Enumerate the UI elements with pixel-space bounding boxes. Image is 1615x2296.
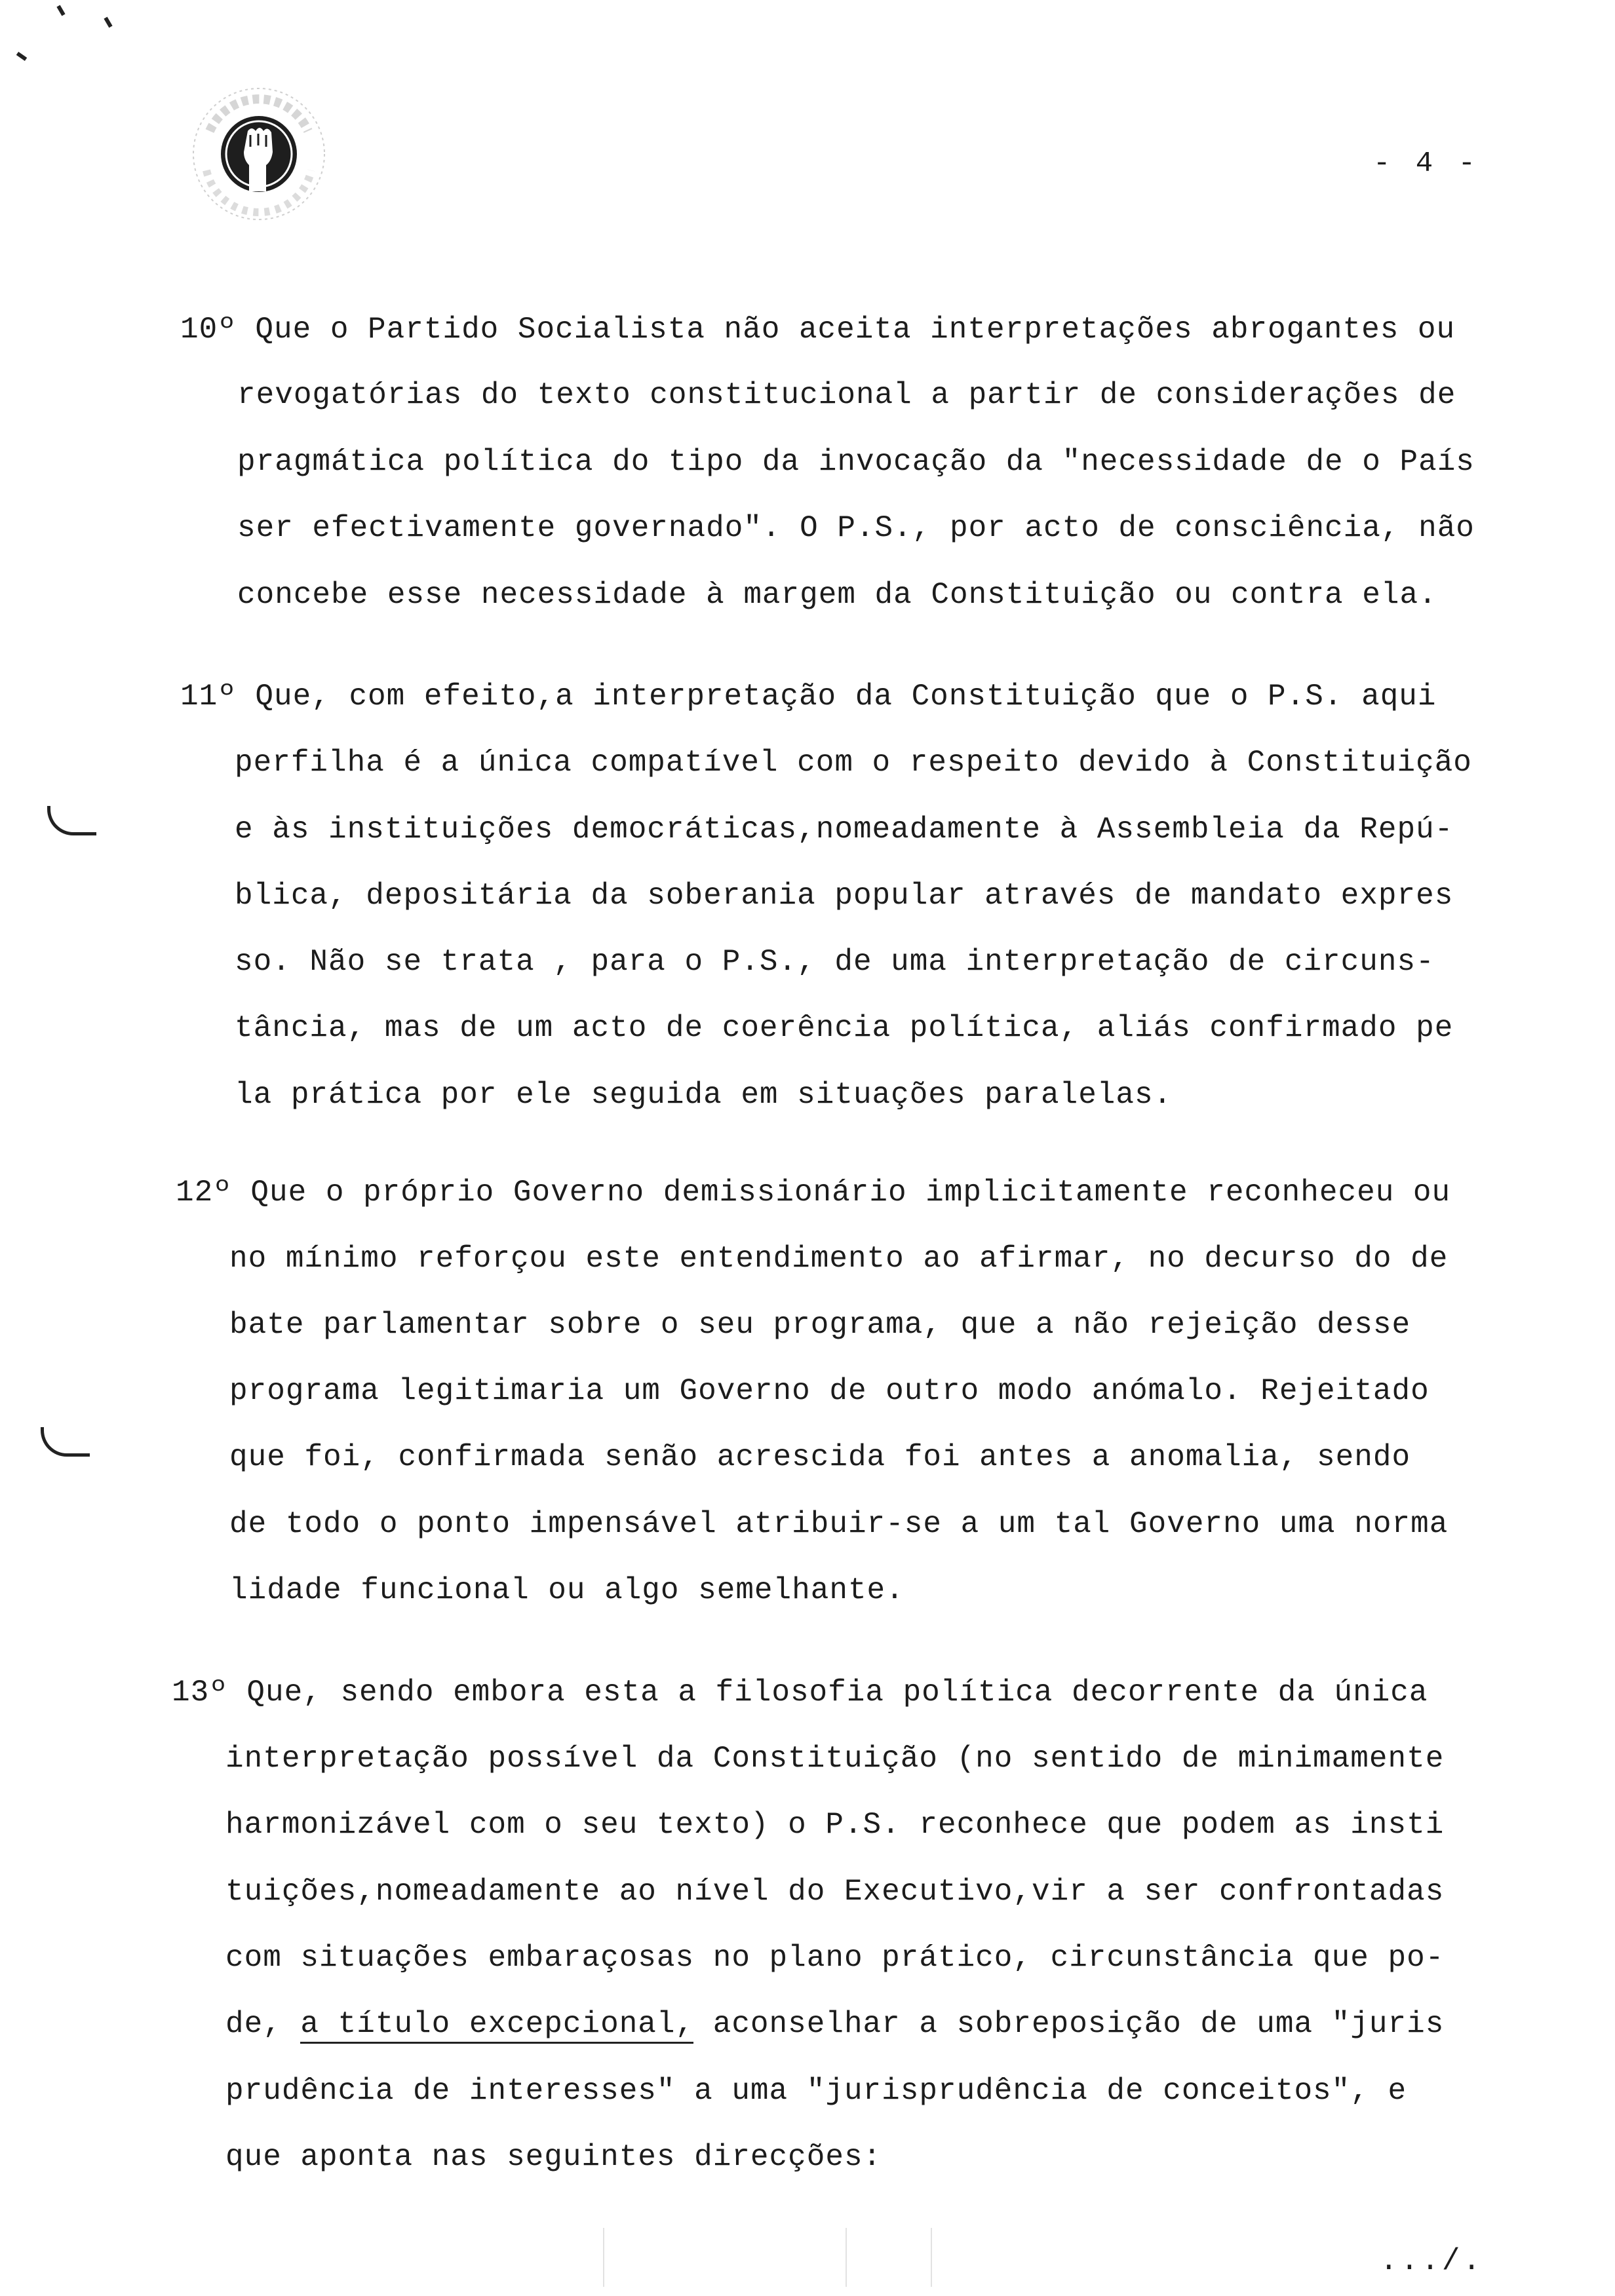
margin-bracket — [47, 806, 96, 835]
margin-bracket — [41, 1427, 90, 1457]
paragraph-line: perfilha é a única compatível com o respeito devido à Constituição — [235, 746, 1472, 780]
paragraph-line: programa legitimaria um Governo de outro modo anómalo. Rejeitado — [229, 1374, 1430, 1408]
scan-artifact — [931, 2228, 932, 2287]
paragraph-line: que foi, confirmada senão acrescida foi antes a anomalia, sendo — [229, 1440, 1411, 1474]
paragraph-line: prudência de interesses" a uma "jurisprudência de conceitos", e — [225, 2074, 1407, 2108]
paragraph-line: no mínimo reforçou este entendimento ao afirmar, no decurso do de — [229, 1242, 1449, 1276]
paragraph-line: so. Não se trata , para o P.S., de uma interpretação de circuns- — [235, 945, 1435, 979]
continuation-mark: .../. — [1380, 2244, 1484, 2278]
paragraph-line: lidade funcional ou algo semelhante. — [229, 1573, 905, 1607]
paragraph-line: blica, depositária da soberania popular através de mandato expres — [235, 879, 1454, 913]
paragraph-line: 13º Que, sendo embora esta a filosofia política decorrente da única — [172, 1675, 1428, 1710]
paragraph-line: revogatórias do texto constitucional a partir de considerações de — [237, 378, 1456, 412]
paragraph-line: de todo o ponto impensável atribuir-se a um tal Governo uma norma — [229, 1507, 1449, 1541]
paragraph-line: 11º Que, com efeito,a interpretação da Constituição que o P.S. aqui — [180, 679, 1437, 714]
paragraph-line: la prática por ele seguida em situações paralelas. — [235, 1078, 1173, 1112]
scan-artifact — [603, 2228, 604, 2287]
paragraph-line: tuições,nomeadamente ao nível do Executivo,vir a ser confrontadas — [225, 1875, 1445, 1909]
paragraph-line: e às instituições democráticas,nomeadamente à Assembleia da Repú- — [235, 813, 1454, 847]
paragraph-line: bate parlamentar sobre o seu programa, que a não rejeição desse — [229, 1308, 1411, 1342]
paragraph-line: tância, mas de um acto de coerência política, aliás confirmado pe — [235, 1011, 1454, 1045]
paragraph-line: que aponta nas seguintes direcções: — [225, 2140, 882, 2174]
paragraph-line: harmonizável com o seu texto) o P.S. reconhece que podem as insti — [225, 1808, 1445, 1842]
scan-mark — [104, 17, 112, 28]
paragraph-line: interpretação possível da Constituição (no sentido de minimamente — [225, 1742, 1445, 1776]
paragraph-line: com situações embaraçosas no plano prático, circunstância que po- — [225, 1941, 1445, 1975]
scan-mark — [16, 52, 28, 61]
paragraph-line: 12º Que o próprio Governo demissionário implicitamente reconheceu ou — [176, 1176, 1451, 1210]
paragraph-line: 10º Que o Partido Socialista não aceita interpretações abrogantes ou — [180, 313, 1456, 347]
scan-artifact — [846, 2228, 847, 2287]
paragraph-line: pragmática política do tipo da invocação da "necessidade de o País — [237, 445, 1475, 479]
paragraph-line: ser efectivamente governado". O P.S., por acto de consciência, não — [237, 511, 1475, 545]
party-logo — [190, 85, 328, 223]
emphasis-underline — [300, 2042, 693, 2044]
scan-mark — [56, 5, 65, 16]
paragraph-line: de, a título excepcional, aconselhar a sobreposição de uma "juris — [225, 2007, 1445, 2041]
paragraph-line: concebe esse necessidade à margem da Constituição ou contra ela. — [237, 578, 1437, 612]
page-number: - 4 - — [1373, 147, 1480, 180]
